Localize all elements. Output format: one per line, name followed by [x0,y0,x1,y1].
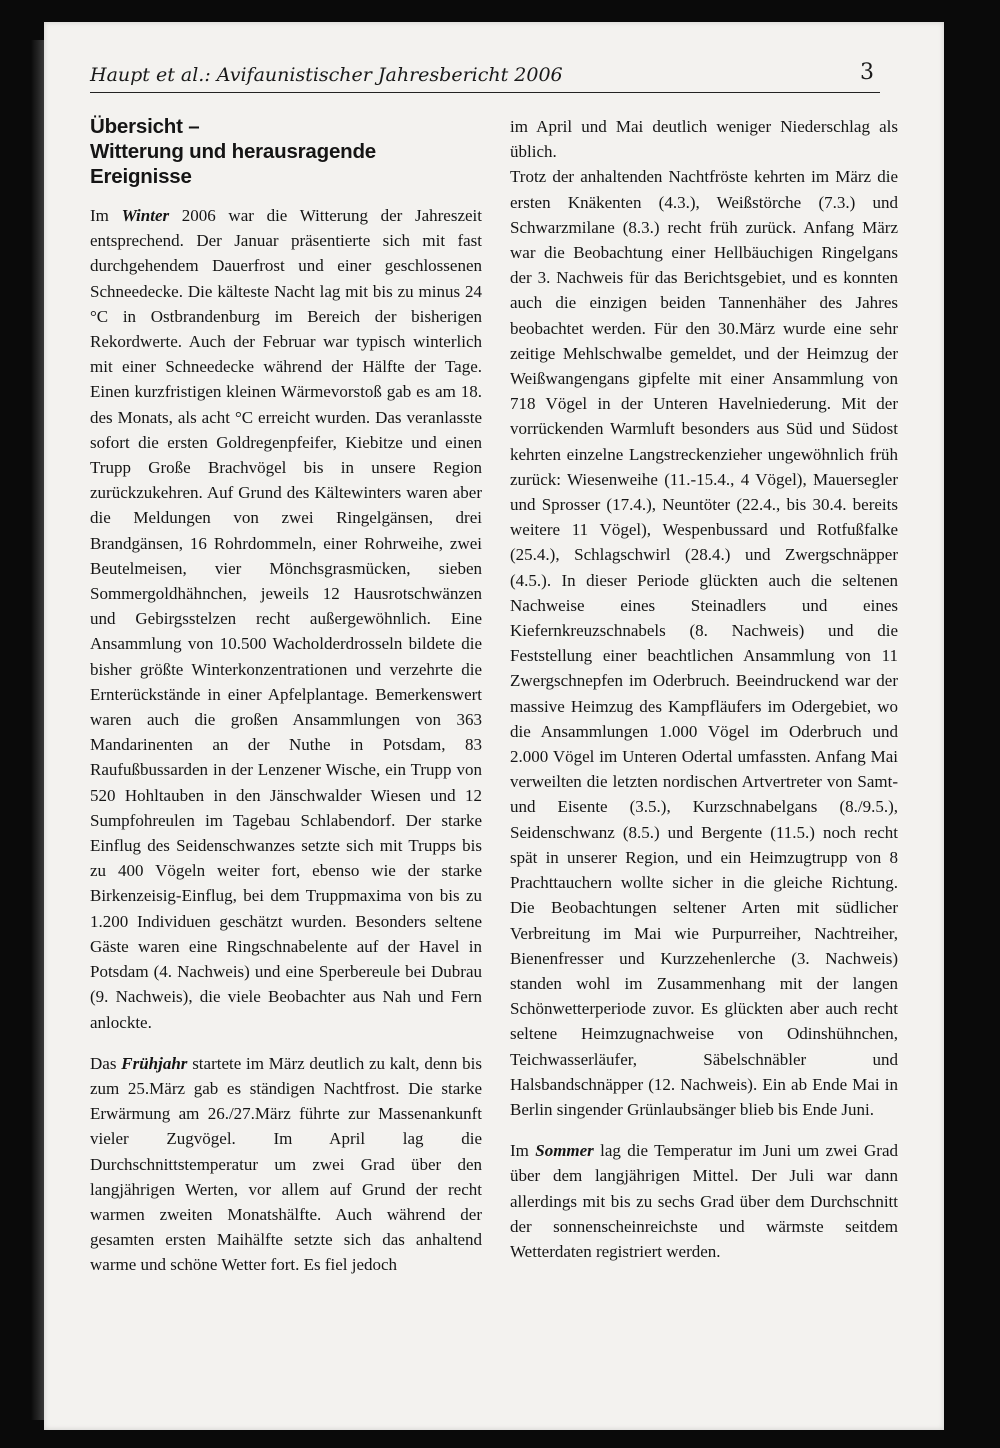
winter-season-label: Winter [121,206,170,225]
running-head [90,60,880,93]
spring-text: startete im März deutlich zu kalt, denn bis zum 25.März gab es ständigen Nachtfrost. Die starke Erwärmung am 26./27.März führte zur Massenankunft vieler Zugvögel. Im April lag die Durchschnittstemperatur um zwei Grad über den langjährigen Werten, vor allem auf Grund der recht warmen zweiten Monatshälfte. Auch während der gesamten ersten Maihälfte setzte sich das anhaltend warme und schöne Wetter fort. Es fiel jedoch [90,1053,482,1275]
summer-text: lag die Temperatur im Juni um zwei Grad über dem langjährigen Mittel. Der Juli war dann allerdings mit bis zu sechs Grad über dem Durchschnitt der sonnenscheinreichste und wärmste seitdem Wetterdaten registriert werden. [510,1141,898,1261]
summer-season-label: Sommer [535,1141,594,1161]
winter-text: 2006 war die Witterung der Jahreszeit entsprechend. Der Januar präsentierte sich mit fast durchgehendem Dauerfrost und einer geschlossenen Schneedecke. Die kälteste Nacht lag mit bis zu minus 24 °C in Ostbrandenburg im Bereich der bisherigen Rekordwerte. Auch der Februar war typisch winterlich mit einer Schneedecke während der Hälfte der Tage. Einen kurzfristigen kleinen Wärmevorstoß gab es am 18. des Monats, als acht °C erreicht wurden. Das veranlasste sofort die ersten Goldregenpfeifer, Kiebitze und einen Trupp Große Brachvögel bis in unsere Region zurückzukehren. Auf Grund des Kältewinters waren aber die Meldungen von zwei Ringelgänsen, drei Brandgänsen, 16 Rohrdommeln, einer Rohrweihe, zwei Beutelmeisen, vier Mönchsgrasmücken, sieben Sommergoldhähnchen, jeweils 12 Hausrotschwänzen und Gebirgsstelzen recht außergewöhnlich. Eine Ansammlung von 10.500 Wacholderdrosseln bildete die bisher größte Winterkonzentrationen und verzehrte die Ernterückstände in einer Apfelplantage. Bemerkenswert waren auch die großen Ansammlungen von 363 Mandarinenten an der Nuthe in Potsdam, 83 Raufußbussarden in der Lenzener Wische, ein Trupp von 520 Hohltauben in den Jänschwalder Wiesen und 12 Sumpfohreulen im Tagebau Schlabendorf. Der starke Einflug des Seidenschwanzes setzte sich mit Trupps bis zu 400 Vögeln weiter fort, ebenso wie der starke Birkenzeisig-Einflug, bei dem Truppmaxima von bis zu 1.200 Individuen geschätzt wurden. Besonders seltene Gäste waren eine Ringschnabelente auf der Havel in Potsdam (4. Nachweis) und eine Sperbereule bei Dubrau (9. Nachweis), die viele Beobachter aus Nah und Fern anlockte. [90,206,482,1032]
spring-lead: Das [90,1053,122,1073]
winter-lead: Im [90,206,122,225]
spring-paragraph [90,1051,482,1278]
section-heading-line1: Übersicht – [90,115,200,138]
spring-birds-paragraph: Trotz der anhaltenden Nachtfröste kehrten im März die ersten Knäkenten (4.3.), Weißstörche (7.3.) und Schwarzmilane (8.3.) recht früh zurück. Anfang März war die Beobachtung einer Hellbäuchigen Ringelgans der 3. Nachweis für das Berichtsgebiet, und es konnten auch die einzigen beiden Tannenhäher des Jahres beobachtet werden. Für den 30.März wurde eine sehr zeitige Mehlschwalbe gemeldet, und der Heimzug der Weißwangengans gipfelte mit einer Ansammlung von 718 Vögel in der Unteren Havelniederung. Mit der vorrückenden Warmluft besonders aus Süd und Südost kehrten einzelne Langstreckenzieher ungewöhnlich früh zurück: Wiesenweihe (11.-15.4., 4 Vögel), Mauersegler und Sprosser (17.4.), Neuntöter (22.4., bis 30.4. bereits weitere 11 Vögel), Wespenbussard und Rotfußfalke (25.4.), Schlagschwirl (28.4.) und Zwergschnäpper (4.5.). In dieser Periode glückten auch die seltenen Nachweise eines Steinadlers und eines Kiefernkreuzschnabels (8. Nachweis) und die Feststellung einer beachtlichen Ansammlung von 11 Zwergschnepfen im Oderbruch. Beeindruckend war der massive Heimzug des Kampfläufers im Odergebiet, wo die Ansammlungen 1.000 Vögel im Oderbruch und 2.000 Vögel im Unteren Odertal umfassten. Anfang Mai verweilten die letzten nordischen Artvertreter von Samt- und Eisente (3.5.), Kurzschnabelgans (8./9.5.), Seidenschwanz (8.5.) und Bergente (11.5.) noch recht spät in unserer Region, und ein Heimzugtrupp von 8 Prachttauchern wollte sicher in die gleiche Richtung. Die Beobachtungen seltener Arten mit südlicher Verbreitung im Mai wie Purpurreiher, Nachtreiher, Bienenfresser und Kurzzehenlerche (3. Nachweis) standen wohl im Zusammenhang mit der langen Schönwetterperiode zuvor. Es glückten aber auch recht seltene Heimzugnachweise von Odinshühnchen, Teichwasserläufer, Säbelschnäbler und Halsbandschnäpper (12. Nachweis). Ein ab Ende Mai in Berlin singender Grünlaubsänger blieb bis Ende Juni. [510,167,898,1119]
left-column [90,114,482,1278]
summer-lead: Im [510,1141,536,1161]
page-number: 3 [860,60,874,85]
summer-paragraph [510,1138,898,1264]
spring-paragraph-continuation: im April und Mai deutlich weniger Niederschlag als üblich. [510,117,898,162]
book-spine-edge [0,40,44,1420]
spring-season-label: Frühjahr [121,1053,188,1073]
running-head-title: Haupt et al.: Avifaunistischer Jahresbericht 2006 [90,64,563,86]
winter-paragraph [90,203,482,1035]
right-column [510,114,898,1264]
section-heading-line2: Witterung und herausragende Ereignisse [90,140,376,188]
section-heading [90,114,482,189]
